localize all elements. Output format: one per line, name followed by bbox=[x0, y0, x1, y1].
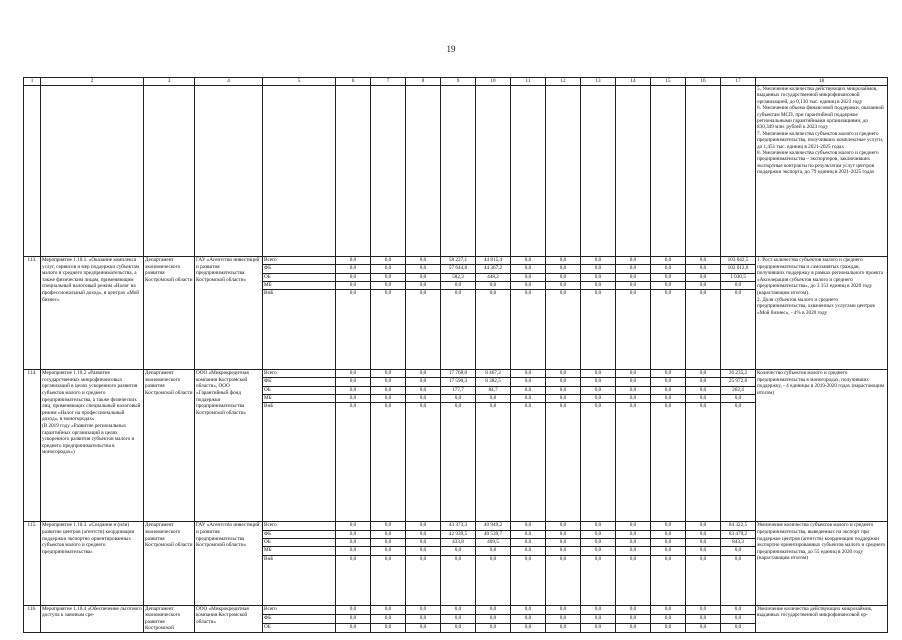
header-cell: 13 bbox=[581, 78, 616, 86]
amount-cell: 0,0 bbox=[371, 370, 406, 378]
amount-cell: 0,0 bbox=[581, 522, 616, 530]
amount-cell: 433,8 bbox=[441, 538, 476, 546]
amount-cell: 40 539,7 bbox=[476, 530, 511, 538]
amount-cell: 44 815,4 bbox=[476, 257, 511, 265]
amount-cell: 0,0 bbox=[371, 605, 406, 614]
row-number-cell: 115. bbox=[24, 522, 41, 605]
executor-cell: ГАУ «Агентство инвестиций и развития предпринимательства Костромской области» bbox=[195, 257, 263, 370]
amount-cell: 0,0 bbox=[476, 555, 511, 605]
amount-cell: 0,0 bbox=[651, 257, 686, 265]
amount-cell: 0,0 bbox=[511, 386, 546, 394]
amount-cell: 0,0 bbox=[651, 605, 686, 614]
result-cell: Увеличение количества действующих микрозаймов, выданных государственной микрофинансовой ор- bbox=[756, 605, 888, 632]
amount-cell: 0,0 bbox=[371, 555, 406, 605]
amount-cell: 0,0 bbox=[721, 555, 756, 605]
amount-cell: 0,0 bbox=[371, 378, 406, 386]
activity-title-cell: Мероприятие 1.10.1. «Оказание комплекса услуг, сервисов и мер поддержки субъектам малого и среднего предпринимательства, а также физическим лицам, применяющим специальный налоговый режим «Налог на профессиональный доход», в центрах «Мой бизнес» bbox=[41, 257, 144, 370]
amount-cell: 0,0 bbox=[336, 555, 371, 605]
amount-cell: 0,0 bbox=[721, 547, 756, 555]
amount-cell: 0,0 bbox=[546, 290, 581, 370]
amount-cell: 0,0 bbox=[616, 530, 651, 538]
amount-cell: 26 235,2 bbox=[721, 370, 756, 378]
header-cell: 10 bbox=[476, 78, 511, 86]
amount-cell: 0,0 bbox=[581, 623, 616, 632]
amount-cell: 0,0 bbox=[441, 547, 476, 555]
header-cell: 11 bbox=[511, 78, 546, 86]
amount-cell: 0,0 bbox=[581, 265, 616, 273]
page-number: 19 bbox=[446, 44, 456, 54]
activity-title-cell: Мероприятие 1.10.2 «Развитие государственных микрофинансовых организаций в целях ускоренного развития субъектов малого и среднего предпринимательства, а также физических лиц, применяющих специальный налоговый режим «Налог на профессиональный доход», в моногородах» (В 2019 году «Развитие региональных гарантийных организаций в целях ускоренного развития субъектов малого и среднего предпринимательства в моногородах») bbox=[41, 370, 144, 522]
amount-cell: 0,0 bbox=[336, 522, 371, 530]
amount-cell: 0,0 bbox=[616, 378, 651, 386]
activity-title-cell: Мероприятие 1.10.4 «Обеспечение льготного доступа к заемным сре- bbox=[41, 605, 144, 632]
amount-cell: 0,0 bbox=[546, 547, 581, 555]
amount-cell: 0,0 bbox=[686, 290, 721, 370]
amount-cell: 0,0 bbox=[336, 623, 371, 632]
amount-cell: 0,0 bbox=[686, 386, 721, 394]
amount-cell: 0,0 bbox=[406, 395, 441, 403]
amount-cell: 0,0 bbox=[616, 623, 651, 632]
amount-cell: 42 939,5 bbox=[441, 530, 476, 538]
amount-cell: 0,0 bbox=[406, 522, 441, 530]
header-cell: 14 bbox=[616, 78, 651, 86]
amount-cell: 0,0 bbox=[651, 530, 686, 538]
amount-cell: 0,0 bbox=[406, 605, 441, 614]
amount-cell: 102 012,0 bbox=[721, 265, 756, 273]
executor-cell: ГАУ «Агентство инвестиций и развития предпринимательства Костромской области» bbox=[195, 522, 263, 605]
header-cell: 2 bbox=[41, 78, 144, 86]
amount-cell: 0,0 bbox=[581, 403, 616, 522]
amount-cell: 0,0 bbox=[651, 386, 686, 394]
amount-cell: 0,0 bbox=[721, 605, 756, 614]
amount-cell: 0,0 bbox=[651, 281, 686, 289]
table-row bbox=[24, 522, 888, 530]
amount-cell: 0,0 bbox=[511, 623, 546, 632]
coordinator-cell: Департамент экономического развития Костромской области bbox=[144, 522, 195, 605]
amount-cell: 0,0 bbox=[371, 395, 406, 403]
header-cell: 1 bbox=[24, 78, 41, 86]
amount-cell: 0,0 bbox=[651, 623, 686, 632]
amount-cell: 0,0 bbox=[651, 265, 686, 273]
amount-cell: 0,0 bbox=[546, 281, 581, 289]
amount-cell: 84 322,5 bbox=[721, 522, 756, 530]
header-cell: 7 bbox=[371, 78, 406, 86]
amount-cell: 0,0 bbox=[476, 290, 511, 370]
amount-cell: 0,0 bbox=[546, 522, 581, 530]
amount-cell: 0,0 bbox=[546, 614, 581, 623]
amount-cell: 58 227,1 bbox=[441, 257, 476, 265]
row-number-cell: 114. bbox=[24, 370, 41, 522]
amount-cell: 0,0 bbox=[616, 290, 651, 370]
amount-cell: 0,0 bbox=[686, 273, 721, 281]
amount-cell: 582,3 bbox=[441, 273, 476, 281]
amount-cell: 0,0 bbox=[616, 555, 651, 605]
amount-cell: 448,2 bbox=[476, 273, 511, 281]
amount-cell: 0,0 bbox=[581, 614, 616, 623]
amount-cell: 0,0 bbox=[581, 605, 616, 614]
amount-cell: 0,0 bbox=[616, 547, 651, 555]
funding-source-cell: ОБ bbox=[263, 623, 336, 632]
amount-cell: 0,0 bbox=[686, 555, 721, 605]
amount-cell: 0,0 bbox=[336, 257, 371, 265]
amount-cell: 40 949,2 bbox=[476, 522, 511, 530]
amount-cell: 25 972,8 bbox=[721, 378, 756, 386]
amount-cell: 0,0 bbox=[336, 403, 371, 522]
amount-cell: 0,0 bbox=[336, 614, 371, 623]
amount-cell: 17 590,3 bbox=[441, 378, 476, 386]
funding-source-cell: Всего bbox=[263, 605, 336, 614]
executor-cell: ООО «Микрокредитная компания Костромской области» bbox=[195, 605, 263, 632]
amount-cell: 0,0 bbox=[441, 395, 476, 403]
amount-cell: 0,0 bbox=[651, 378, 686, 386]
amount-cell: 0,0 bbox=[651, 370, 686, 378]
amount-cell: 0,0 bbox=[371, 530, 406, 538]
amount-cell: 0,0 bbox=[336, 281, 371, 289]
funding-source-cell: ВнБ bbox=[263, 555, 336, 605]
amount-cell: 0,0 bbox=[651, 290, 686, 370]
row-number-cell: 116. bbox=[24, 605, 41, 632]
amount-cell: 0,0 bbox=[371, 538, 406, 546]
header-cell: 6 bbox=[336, 78, 371, 86]
continuation-result-cell: 5. Увеличение количества действующих микрозаймов, выданных государственной микрофинансовой организацией, до 0,130 тыс. единиц в 2023 году 6. Увеличение объема финансовой поддержки, оказанной субъектам МСП, при гарантийной поддержке региональными гарантийными организациями, до 830,349 млн. рублей к 2023 году 7. Увеличение количества субъектов малого и среднего предпринимательства, получивших комплексные услуги, до 1,451 тыс. единиц в 2021-2025 годах 8. Увеличение количества субъектов малого и среднего предпринимательства – экспортеров, заключивших экспортные контракты по результатам услуг центров поддержки экспорта, до 79 единиц в 2021-2025 годах bbox=[756, 86, 888, 257]
amount-cell: 0,0 bbox=[406, 538, 441, 546]
amount-cell: 0,0 bbox=[406, 265, 441, 273]
table-row bbox=[24, 257, 888, 265]
funding-source-cell: МБ bbox=[263, 547, 336, 555]
amount-cell: 0,0 bbox=[546, 370, 581, 378]
amount-cell: 0,0 bbox=[616, 522, 651, 530]
amount-cell: 0,0 bbox=[511, 265, 546, 273]
amount-cell: 0,0 bbox=[406, 257, 441, 265]
amount-cell: 0,0 bbox=[651, 547, 686, 555]
amount-cell: 0,0 bbox=[581, 547, 616, 555]
amount-cell: 0,0 bbox=[511, 522, 546, 530]
funding-source-cell: Всего bbox=[263, 522, 336, 530]
coordinator-cell: Департамент экономического развития Костромской области bbox=[144, 370, 195, 522]
amount-cell: 0,0 bbox=[441, 403, 476, 522]
executor-cell: ООО «Микрокредитная компания Костромской области», ООО «Гарантийный фонд поддержки предпринимательства Костромской области» bbox=[195, 370, 263, 522]
header-cell: 16 bbox=[686, 78, 721, 86]
header-cell: 12 bbox=[546, 78, 581, 86]
amount-cell: 0,0 bbox=[476, 605, 511, 614]
amount-cell: 0,0 bbox=[511, 290, 546, 370]
amount-cell: 0,0 bbox=[511, 281, 546, 289]
funding-source-cell: ФБ bbox=[263, 378, 336, 386]
amount-cell: 0,0 bbox=[616, 395, 651, 403]
amount-cell: 0,0 bbox=[686, 265, 721, 273]
amount-cell: 0,0 bbox=[336, 530, 371, 538]
result-cell: Количество субъектов малого и среднего предпринимательства в моногородах, получивших поддержку, - 4 единицы в 2019-2020 годах (нарастающим итогом) bbox=[756, 370, 888, 522]
amount-cell: 0,0 bbox=[581, 257, 616, 265]
amount-cell: 0,0 bbox=[371, 403, 406, 522]
amount-cell: 0,0 bbox=[511, 395, 546, 403]
amount-cell: 0,0 bbox=[441, 281, 476, 289]
amount-cell: 0,0 bbox=[336, 538, 371, 546]
amount-cell: 0,0 bbox=[686, 623, 721, 632]
amount-cell: 0,0 bbox=[336, 395, 371, 403]
funding-source-cell: ВнБ bbox=[263, 403, 336, 522]
amount-cell: 8 467,2 bbox=[476, 370, 511, 378]
amount-cell: 0,0 bbox=[721, 623, 756, 632]
amount-cell: 0,0 bbox=[336, 386, 371, 394]
amount-cell: 177,7 bbox=[441, 386, 476, 394]
amount-cell: 0,0 bbox=[336, 547, 371, 555]
amount-cell: 0,0 bbox=[406, 530, 441, 538]
coordinator-cell: Департамент экономического развития Костромской области bbox=[144, 257, 195, 370]
continuation-row bbox=[24, 86, 888, 257]
amount-cell: 0,0 bbox=[581, 370, 616, 378]
amount-cell: 0,0 bbox=[581, 395, 616, 403]
amount-cell: 0,0 bbox=[371, 290, 406, 370]
amount-cell: 0,0 bbox=[686, 614, 721, 623]
amount-cell: 0,0 bbox=[546, 530, 581, 538]
amount-cell: 0,0 bbox=[721, 281, 756, 289]
amount-cell: 0,0 bbox=[406, 273, 441, 281]
amount-cell: 0,0 bbox=[616, 605, 651, 614]
funding-source-cell: ФБ bbox=[263, 530, 336, 538]
amount-cell: 0,0 bbox=[511, 605, 546, 614]
amount-cell: 0,0 bbox=[616, 386, 651, 394]
funding-source-cell: ФБ bbox=[263, 614, 336, 623]
amount-cell: 0,0 bbox=[686, 522, 721, 530]
amount-cell: 0,0 bbox=[336, 370, 371, 378]
amount-cell: 0,0 bbox=[371, 386, 406, 394]
amount-cell: 0,0 bbox=[441, 555, 476, 605]
amount-cell: 0,0 bbox=[616, 273, 651, 281]
amount-cell: 0,0 bbox=[651, 522, 686, 530]
amount-cell: 0,0 bbox=[336, 378, 371, 386]
amount-cell: 0,0 bbox=[511, 547, 546, 555]
amount-cell: 0,0 bbox=[406, 281, 441, 289]
amount-cell: 0,0 bbox=[616, 265, 651, 273]
amount-cell: 0,0 bbox=[406, 614, 441, 623]
table-body bbox=[24, 86, 888, 633]
header-cell: 5 bbox=[263, 78, 336, 86]
amount-cell: 0,0 bbox=[546, 378, 581, 386]
amount-cell: 0,0 bbox=[476, 395, 511, 403]
amount-cell: 0,0 bbox=[476, 614, 511, 623]
amount-cell: 0,0 bbox=[546, 257, 581, 265]
amount-cell: 0,0 bbox=[651, 403, 686, 522]
funding-source-cell: ОБ bbox=[263, 386, 336, 394]
amount-cell: 84,7 bbox=[476, 386, 511, 394]
amount-cell: 0,0 bbox=[581, 290, 616, 370]
amount-cell: 0,0 bbox=[616, 403, 651, 522]
amount-cell: 0,0 bbox=[546, 273, 581, 281]
amount-cell: 0,0 bbox=[546, 555, 581, 605]
amount-cell: 0,0 bbox=[476, 281, 511, 289]
amount-cell: 0,0 bbox=[441, 614, 476, 623]
amount-cell: 0,0 bbox=[686, 403, 721, 522]
amount-cell: 0,0 bbox=[546, 605, 581, 614]
amount-cell: 0,0 bbox=[686, 281, 721, 289]
amount-cell: 43 373,3 bbox=[441, 522, 476, 530]
amount-cell: 1 030,5 bbox=[721, 273, 756, 281]
amount-cell: 0,0 bbox=[406, 547, 441, 555]
amount-cell: 0,0 bbox=[511, 538, 546, 546]
amount-cell: 0,0 bbox=[336, 273, 371, 281]
funding-source-cell: ОБ bbox=[263, 538, 336, 546]
result-cell: Увеличение количества субъектов малого и среднего предпринимательства, выведенных на экспорт при поддержке центров (агентств) координации поддержки экспортно ориентированных субъектов малого и среднего предпринимательства, до 55 единиц в 2020 году (нарастающим итогом) bbox=[756, 522, 888, 605]
amount-cell: 0,0 bbox=[406, 623, 441, 632]
amount-cell: 0,0 bbox=[616, 281, 651, 289]
amount-cell: 409,5 bbox=[476, 538, 511, 546]
amount-cell: 83 479,2 bbox=[721, 530, 756, 538]
amount-cell: 17 768,0 bbox=[441, 370, 476, 378]
amount-cell: 0,0 bbox=[476, 623, 511, 632]
amount-cell: 0,0 bbox=[581, 538, 616, 546]
amount-cell: 0,0 bbox=[651, 273, 686, 281]
amount-cell: 0,0 bbox=[546, 538, 581, 546]
funding-source-cell: МБ bbox=[263, 281, 336, 289]
amount-cell: 0,0 bbox=[721, 614, 756, 623]
amount-cell: 0,0 bbox=[721, 403, 756, 522]
header-cell: 4 bbox=[195, 78, 263, 86]
amount-cell: 44 367,2 bbox=[476, 265, 511, 273]
funding-source-cell: ФБ bbox=[263, 265, 336, 273]
amount-cell: 0,0 bbox=[686, 547, 721, 555]
amount-cell: 0,0 bbox=[546, 623, 581, 632]
amount-cell: 0,0 bbox=[336, 265, 371, 273]
funding-source-cell: МБ bbox=[263, 395, 336, 403]
amount-cell: 0,0 bbox=[616, 257, 651, 265]
amount-cell: 0,0 bbox=[406, 403, 441, 522]
amount-cell: 0,0 bbox=[686, 395, 721, 403]
amount-cell: 0,0 bbox=[406, 370, 441, 378]
funding-source-cell: Всего bbox=[263, 257, 336, 265]
program-table bbox=[23, 77, 888, 633]
amount-cell: 0,0 bbox=[371, 614, 406, 623]
amount-cell: 0,0 bbox=[546, 403, 581, 522]
amount-cell: 0,0 bbox=[371, 281, 406, 289]
funding-source-cell: Всего bbox=[263, 370, 336, 378]
row-number-cell: 113. bbox=[24, 257, 41, 370]
amount-cell: 0,0 bbox=[371, 273, 406, 281]
amount-cell: 0,0 bbox=[406, 290, 441, 370]
amount-cell: 843,3 bbox=[721, 538, 756, 546]
header-cell: 18 bbox=[756, 78, 888, 86]
table-row bbox=[24, 370, 888, 378]
amount-cell: 8 382,5 bbox=[476, 378, 511, 386]
header-cell: 3 bbox=[144, 78, 195, 86]
amount-cell: 0,0 bbox=[686, 370, 721, 378]
amount-cell: 0,0 bbox=[511, 257, 546, 265]
amount-cell: 0,0 bbox=[371, 265, 406, 273]
amount-cell: 0,0 bbox=[511, 614, 546, 623]
amount-cell: 0,0 bbox=[686, 538, 721, 546]
amount-cell: 57 644,8 bbox=[441, 265, 476, 273]
amount-cell: 0,0 bbox=[616, 538, 651, 546]
amount-cell: 0,0 bbox=[651, 538, 686, 546]
amount-cell: 0,0 bbox=[686, 530, 721, 538]
amount-cell: 0,0 bbox=[371, 623, 406, 632]
amount-cell: 0,0 bbox=[581, 555, 616, 605]
amount-cell: 0,0 bbox=[686, 257, 721, 265]
amount-cell: 0,0 bbox=[616, 370, 651, 378]
amount-cell: 0,0 bbox=[581, 281, 616, 289]
amount-cell: 0,0 bbox=[406, 555, 441, 605]
amount-cell: 0,0 bbox=[441, 605, 476, 614]
amount-cell: 0,0 bbox=[686, 605, 721, 614]
amount-cell: 0,0 bbox=[546, 386, 581, 394]
amount-cell: 0,0 bbox=[371, 257, 406, 265]
column-number-header bbox=[24, 78, 888, 86]
funding-source-cell: ОБ bbox=[263, 273, 336, 281]
amount-cell: 0,0 bbox=[511, 403, 546, 522]
amount-cell: 0,0 bbox=[406, 386, 441, 394]
amount-cell: 0,0 bbox=[511, 273, 546, 281]
amount-cell: 0,0 bbox=[546, 395, 581, 403]
activity-title-cell: Мероприятие 1.10.3. «Создание и (или) развитие центров (агентств) координации поддержки экспортно ориентированных субъектов малого и среднего предпринимательства» bbox=[41, 522, 144, 605]
amount-cell: 0,0 bbox=[581, 530, 616, 538]
amount-cell: 0,0 bbox=[546, 265, 581, 273]
amount-cell: 0,0 bbox=[336, 605, 371, 614]
amount-cell: 0,0 bbox=[581, 386, 616, 394]
amount-cell: 0,0 bbox=[511, 555, 546, 605]
amount-cell: 0,0 bbox=[371, 547, 406, 555]
amount-cell: 0,0 bbox=[336, 290, 371, 370]
amount-cell: 0,0 bbox=[651, 395, 686, 403]
amount-cell: 0,0 bbox=[616, 614, 651, 623]
header-cell: 9 bbox=[441, 78, 476, 86]
amount-cell: 0,0 bbox=[721, 395, 756, 403]
amount-cell: 0,0 bbox=[511, 370, 546, 378]
amount-cell: 0,0 bbox=[406, 378, 441, 386]
amount-cell: 0,0 bbox=[371, 522, 406, 530]
table-row bbox=[24, 605, 888, 614]
header-cell: 8 bbox=[406, 78, 441, 86]
amount-cell: 0,0 bbox=[441, 290, 476, 370]
funding-source-cell: ВнБ bbox=[263, 290, 336, 370]
amount-cell: 0,0 bbox=[476, 403, 511, 522]
amount-cell: 0,0 bbox=[721, 290, 756, 370]
amount-cell: 0,0 bbox=[651, 614, 686, 623]
coordinator-cell: Департамент экономического развития Костромской bbox=[144, 605, 195, 632]
header-cell: 17 bbox=[721, 78, 756, 86]
header-cell: 15 bbox=[651, 78, 686, 86]
amount-cell: 0,0 bbox=[476, 547, 511, 555]
amount-cell: 262,4 bbox=[721, 386, 756, 394]
amount-cell: 0,0 bbox=[581, 273, 616, 281]
result-cell: 1. Рост количества субъектов малого и среднего предпринимательства и самозанятых граждан, получивших поддержку в рамках регионального проекта «Акселерация субъектов малого и среднего предпринимательства», до 3 153 единиц в 2020 году (нарастающим итогом). 2. Доля субъектов малого и среднего предпринимательства, охваченных услугами центров «Мой бизнес», - 4% в 2020 году bbox=[756, 257, 888, 370]
amount-cell: 103 042,5 bbox=[721, 257, 756, 265]
amount-cell: 0,0 bbox=[511, 378, 546, 386]
amount-cell: 0,0 bbox=[686, 378, 721, 386]
amount-cell: 0,0 bbox=[441, 623, 476, 632]
amount-cell: 0,0 bbox=[511, 530, 546, 538]
amount-cell: 0,0 bbox=[651, 555, 686, 605]
amount-cell: 0,0 bbox=[581, 378, 616, 386]
